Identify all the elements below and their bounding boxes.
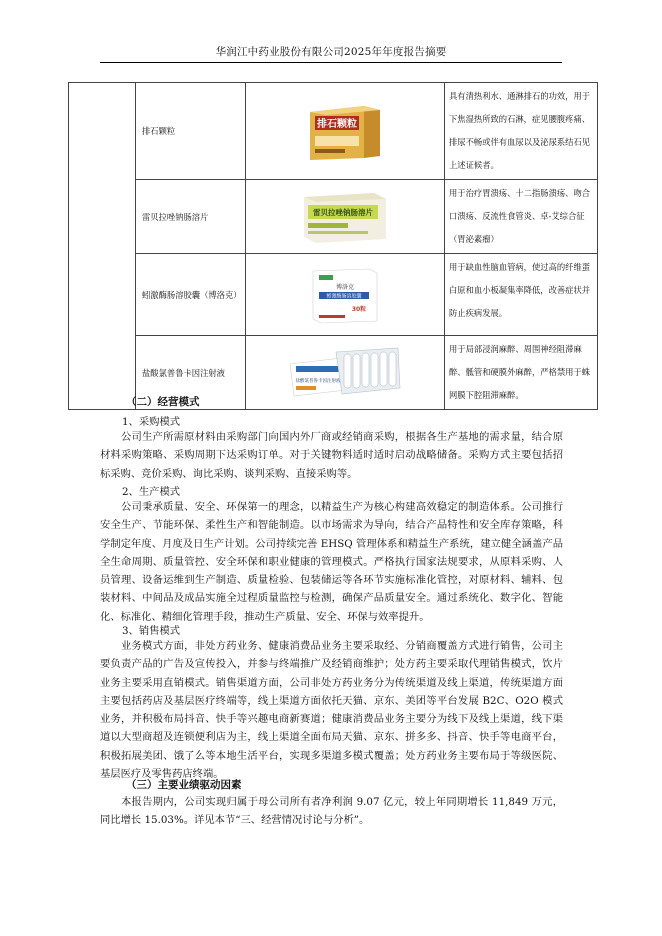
subsection-heading-sales: 3、销售模式: [122, 625, 181, 637]
chloroprocaine-injection-image: [286, 344, 404, 402]
header-divider: [100, 62, 562, 63]
rabeprazole-box-image: [300, 187, 390, 247]
table-row: [69, 180, 598, 254]
product-description: 具有清热利水、通淋排石的功效，用于下焦湿热所致的石淋，症见腰腹疼痛、排尿不畅或伴有血尿以及泌尿系结石见上述证候者。: [445, 83, 598, 180]
category-cell: [69, 83, 136, 410]
product-description: 用于局部浸润麻醉、周围神经阻滞麻醉、骶管和硬膜外麻醉，严格禁用于蛛网膜下腔阻滞麻醉。: [445, 336, 598, 410]
box-label: 博洛克: [335, 283, 355, 291]
section-heading-performance-drivers: （三）主要业绩驱动因素: [126, 779, 242, 791]
box-subtitle: 蚓激酶肠溶胶囊: [326, 293, 362, 299]
product-name: 排石颗粒: [136, 83, 246, 180]
product-image-cell: [246, 254, 445, 336]
lumbrokinase-box-image: [307, 263, 383, 327]
table-row: [69, 83, 598, 180]
product-name: 蚓激酶肠溶胶囊（博洛克）: [136, 254, 246, 336]
section-heading-business-model: （二）经营模式: [126, 396, 200, 408]
paragraph-procurement: 公司生产所需原材料由采购部门向国内外厂商或经销商采购，根据各生产基地的需求量，结合原材料采购策略、采购周期下达采购订单。对于关键物料适时适时启动战略储备。采购方式主要包括招标采购、竞价采购、询比采购、谈判采购、直接采购等。: [100, 431, 563, 480]
product-image-cell: [246, 336, 445, 410]
box-label: 雷贝拉唑钠肠溶片: [313, 207, 373, 217]
paragraph-sales: 业务模式方面，非处方药业务、健康消费品业务主要采取经、分销商覆盖方式进行销售，公司主要负责产品的广告及宣传投入，并参与终端推广及经销商维护；处方药主要采取代理销售模式，饮片业务主要采用直销模式。销售渠道方面，公司非处方药业务分为传统渠道及线上渠道，传统渠道方面主要包括药店及基层医疗终端等，线上渠道方面依托天猫、京东、美团等平台发展 B2C、O2O 模式业务，并积极布局抖音、快手等兴趣电商新赛道；健康消费品业务主要分为线下及线上渠道，线下渠道以大型商超及连锁便利店为主，线上渠道全面布局天猫、京东、拼多多、抖音、快手等电商平台，积极拓展美团、饿了么等本地生活平台，实现多渠道多模式覆盖；处方药业务主要布局于等级医院、基层医疗及零售药店终端。: [100, 640, 563, 781]
box-count: 30粒: [351, 305, 367, 313]
page-header-title: 华润江中药业股份有限公司2025年年度报告摘要: [215, 46, 447, 58]
subsection-heading-procurement: 1、采购模式: [122, 416, 181, 428]
subsection-heading-production: 2、生产模式: [122, 486, 181, 498]
product-image-cell: [246, 180, 445, 254]
product-name: 盐酸氯普鲁卡因注射液: [136, 336, 246, 410]
product-name: 雷贝拉唑钠肠溶片: [136, 180, 246, 254]
product-description: 用于缺血性脑血管病，使过高的纤维蛋白原和血小板凝集率降低，改善症状并防止疾病发展。: [445, 254, 598, 336]
box-label: 盐酸氯普鲁卡因注射液: [295, 378, 341, 384]
paishi-granule-box-image: [306, 98, 384, 164]
product-image-cell: [246, 83, 445, 180]
product-table: [68, 82, 598, 410]
table-row: [69, 254, 598, 336]
paragraph-production: 公司秉承质量、安全、环保第一的理念，以精益生产为核心构建高效稳定的制造体系。公司推行安全生产、节能环保、柔性生产和智能制造。以市场需求为导向，结合产品特性和安全库存策略，科学制定年度、月度及日生产计划。公司持续完善 EHSQ 管理体系和精益生产系统，建立健全涵盖产品全生命周期、质量管控、安全环保和职业健康的管理模式。严格执行国家法规要求，从原料采购、人员管理、设备运维到生产制造、质量检验、包装储运等各环节实施标准化管控，对原材料、辅料、包装材料、中间品及成品实施全过程质量监控与检测，确保产品质量安全。通过系统化、数字化、智能化、标准化、精细化管理手段，推动生产质量、安全、环保与效率提升。: [100, 501, 563, 623]
paragraph-performance: 本报告期内，公司实现归属于母公司所有者净利润 9.07 亿元，较上年同期增长 11,849 万元，同比增长 15.03%。详见本节“三、经营情况讨论与分析”。: [100, 796, 563, 827]
product-description: 用于治疗胃溃疡、十二指肠溃疡、吻合口溃疡、反流性食管炎、卓-艾综合征（胃泌素瘤）: [445, 180, 598, 254]
box-label: 排石颗粒: [317, 119, 357, 130]
